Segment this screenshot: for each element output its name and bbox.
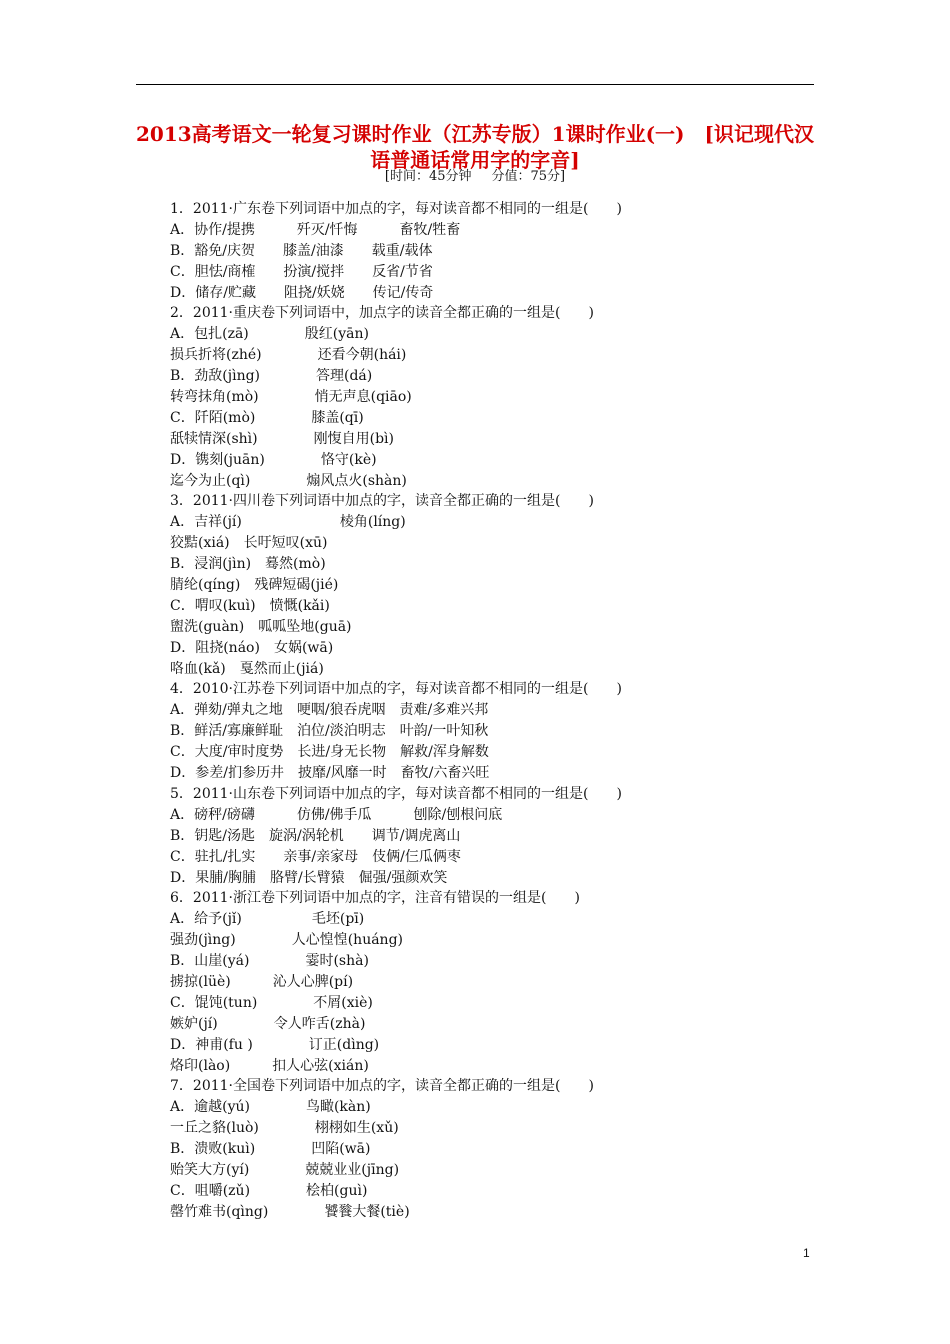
text-line: D．参差/扪参历井 披靡/风靡一时 畜牧/六畜兴旺 <box>170 765 490 782</box>
text-line: B．浸润(jìn) 蓦然(mò) <box>170 556 326 573</box>
text-line: 罄竹难书(qìng) 饕餮大餐(tiè) <box>170 1203 410 1220</box>
text-line: B．钥匙/汤匙 旋涡/涡轮机 调节/调虎离山 <box>170 827 461 844</box>
text-line: 盥洗(guàn) 呱呱坠地(guā) <box>170 618 352 635</box>
text-line: D．果脯/胸脯 胳臂/长臂猿 倔强/强颜欢笑 <box>170 869 448 886</box>
text-line: 舐犊情深(shì) 刚愎自用(bì) <box>170 430 394 447</box>
text-line: A．磅秤/磅礴 仿佛/佛手瓜 刨除/刨根问底 <box>170 806 503 823</box>
text-line: A．吉祥(jí) 棱角(líng) <box>170 514 406 531</box>
text-line: C．大度/审时度势 长进/身无长物 解救/浑身解数 <box>170 744 489 761</box>
text-line: A．包扎(zā) 殷红(yān) <box>170 326 369 343</box>
text-line: 转弯抹角(mò) 悄无声息(qiāo) <box>170 389 412 406</box>
text-line: C．喟叹(kuì) 愤慨(kǎi) <box>170 597 330 614</box>
score-info: 分值：75分] <box>491 169 566 184</box>
text-line: A．协作/提携 歼灭/忏悔 畜牧/牲畜 <box>170 221 461 238</box>
text-line: 迄今为止(qì) 煽风点火(shàn) <box>170 472 407 489</box>
text-line: B．劲敌(jìng) 答理(dá) <box>170 368 373 385</box>
text-line: B．山崖(yá) 霎时(shà) <box>170 953 369 970</box>
text-line: A．给予(jǐ) 毛坯(pī) <box>170 911 365 928</box>
text-line: D．神甫(fu ) 订正(dìng) <box>170 1036 380 1053</box>
text-line: C．驻扎/扎实 亲事/亲家母 伎俩/仨瓜俩枣 <box>170 848 461 865</box>
text-line: A．弹劾/弹丸之地 哽咽/狼吞虎咽 责难/多难兴邦 <box>170 702 489 719</box>
document-title: 2013高考语文一轮复习课时作业（江苏专版）1课时作业(一) [识记现代汉语普通话常用字的字音] <box>136 122 814 172</box>
time-score-line <box>0 167 950 187</box>
question-body <box>170 199 790 1223</box>
text-line: 强劲(jìng) 人心惶惶(huáng) <box>170 932 404 949</box>
text-line: 贻笑大方(yí) 兢兢业业(jīng) <box>170 1161 400 1178</box>
text-line: A．逾越(yú) 鸟瞰(kàn) <box>170 1099 371 1116</box>
text-line: 4．2010·江苏卷下列词语中加点的字，每对读音都不相同的一组是( ) <box>170 681 622 698</box>
text-line: 7．2011·全国卷下列词语中加点的字，读音全都正确的一组是( ) <box>170 1078 594 1095</box>
text-line: C．馄饨(tun) 不屑(xiè) <box>170 994 373 1011</box>
text-line: D．阻挠(náo) 女娲(wā) <box>170 639 334 656</box>
text-line: 烙印(lào) 扣人心弦(xián) <box>170 1057 369 1074</box>
text-line: 6．2011·浙江卷下列词语中加点的字，注音有错误的一组是( ) <box>170 890 580 907</box>
text-line: 狡黠(xiá) 长吁短叹(xū) <box>170 535 328 552</box>
text-line: B．豁免/庆贺 膝盖/油漆 载重/载体 <box>170 242 433 259</box>
text-line: D．储存/贮藏 阻挠/妖娆 传记/传奇 <box>170 284 434 301</box>
header-rule <box>136 84 814 85</box>
text-line: C．咀嚼(zǔ) 桧柏(guì) <box>170 1182 368 1199</box>
time-info: [时间：45分钟 <box>384 169 472 184</box>
text-line: D．镌刻(juān) 恪守(kè) <box>170 451 377 468</box>
text-line: 1．2011·广东卷下列词语中加点的字，每对读音都不相同的一组是( ) <box>170 201 622 217</box>
text-line: 掳掠(lüè) 沁人心脾(pí) <box>170 973 354 990</box>
text-line: 嫉妒(jí) 令人咋舌(zhà) <box>170 1015 366 1032</box>
text-line: C．阡陌(mò) 膝盖(qī) <box>170 409 364 426</box>
text-line: 损兵折将(zhé) 还看今朝(hái) <box>170 347 407 364</box>
text-line: B．鲜活/寡廉鲜耻 泊位/淡泊明志 叶韵/一叶知秋 <box>170 723 489 740</box>
text-line: 2．2011·重庆卷下列词语中，加点字的读音全都正确的一组是( ) <box>170 305 594 322</box>
text-line: 咯血(kǎ) 戛然而止(jiá) <box>170 660 324 677</box>
text-line: 3．2011·四川卷下列词语中加点的字，读音全都正确的一组是( ) <box>170 493 594 510</box>
text-line: C．胆怯/商榷 扮演/搅拌 反省/节省 <box>170 263 433 280</box>
text-line: 腈纶(qíng) 残碑短碣(jié) <box>170 577 339 594</box>
text-line: B．溃败(kuì) 凹陷(wā) <box>170 1141 371 1158</box>
text-line: 一丘之貉(luò) 栩栩如生(xǔ) <box>170 1120 399 1137</box>
page-number: 1 <box>803 1246 810 1260</box>
text-line: 5．2011·山东卷下列词语中加点的字，每对读音都不相同的一组是( ) <box>170 785 622 802</box>
